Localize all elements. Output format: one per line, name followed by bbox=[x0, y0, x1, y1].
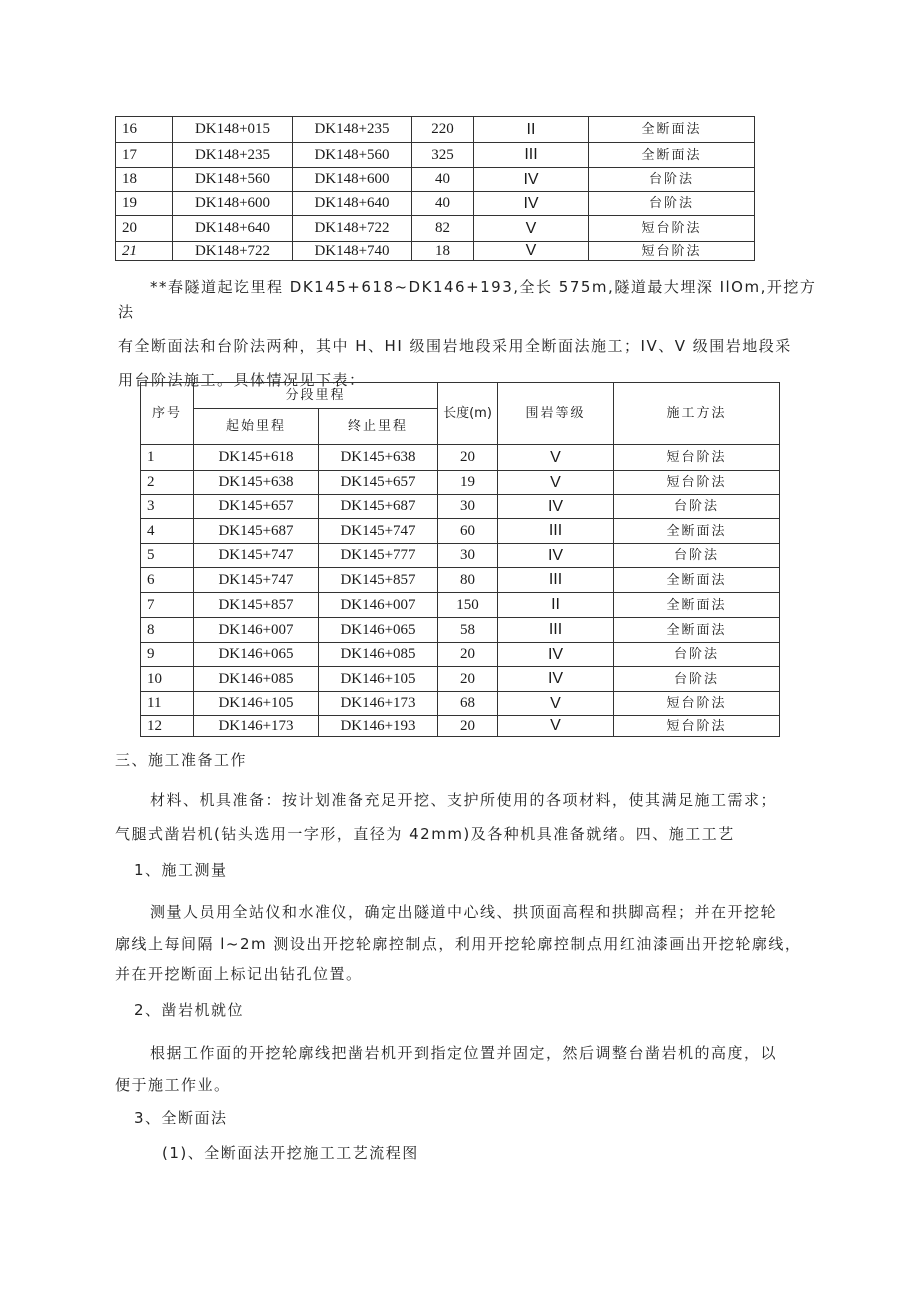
cell-no: 11 bbox=[141, 692, 194, 716]
cell-start-mileage: DK148+640 bbox=[173, 216, 293, 242]
cell-no: 18 bbox=[116, 168, 173, 192]
cell-length: 20 bbox=[438, 643, 498, 667]
header-length: 长度(m) bbox=[438, 383, 498, 445]
tunnel-segment-table-continued bbox=[115, 116, 755, 261]
table-row bbox=[116, 143, 755, 168]
cell-length: 20 bbox=[438, 445, 498, 471]
cell-end-mileage: DK145+747 bbox=[319, 519, 438, 544]
table-row bbox=[141, 643, 780, 667]
cell-rock-grade: III bbox=[498, 568, 614, 593]
tunnel-segment-table bbox=[140, 382, 780, 737]
cell-start-mileage: DK148+560 bbox=[173, 168, 293, 192]
section-4-2-body-1: 根据工作面的开挖轮廓线把凿岩机开到指定位置并固定，然后调整台凿岩机的高度，以 bbox=[150, 1044, 778, 1062]
section-3-body-2: 气腿式凿岩机(钻头选用一字形，直径为 42mm)及各种机具准备就绪。四、施工工艺 bbox=[115, 825, 735, 843]
cell-length: 68 bbox=[438, 692, 498, 716]
cell-no: 1 bbox=[141, 445, 194, 471]
cell-method: 全断面法 bbox=[614, 519, 780, 544]
section-4-3-subheading: (1)、全断面法开挖施工工艺流程图 bbox=[162, 1144, 419, 1162]
cell-length: 40 bbox=[412, 192, 474, 216]
cell-end-mileage: DK146+065 bbox=[319, 618, 438, 643]
header-grade: 围岩等级 bbox=[498, 383, 614, 445]
cell-method: 台阶法 bbox=[589, 168, 755, 192]
cell-method: 短台阶法 bbox=[614, 471, 780, 495]
cell-method: 全断面法 bbox=[589, 117, 755, 143]
cell-method: 台阶法 bbox=[614, 667, 780, 692]
cell-start-mileage: DK145+747 bbox=[194, 544, 319, 568]
cell-rock-grade: V bbox=[498, 692, 614, 716]
cell-length: 150 bbox=[438, 593, 498, 618]
cell-rock-grade: V bbox=[498, 471, 614, 495]
cell-method: 短台阶法 bbox=[589, 216, 755, 242]
header-method: 施工方法 bbox=[614, 383, 780, 445]
cell-start-mileage: DK146+085 bbox=[194, 667, 319, 692]
cell-end-mileage: DK146+007 bbox=[319, 593, 438, 618]
cell-method: 台阶法 bbox=[614, 495, 780, 519]
cell-length: 20 bbox=[438, 716, 498, 737]
cell-length: 80 bbox=[438, 568, 498, 593]
table-row bbox=[141, 593, 780, 618]
cell-start-mileage: DK146+173 bbox=[194, 716, 319, 737]
cell-end-mileage: DK148+560 bbox=[293, 143, 412, 168]
table-row bbox=[141, 667, 780, 692]
cell-start-mileage: DK146+065 bbox=[194, 643, 319, 667]
cell-no: 19 bbox=[116, 192, 173, 216]
cell-end-mileage: DK145+657 bbox=[319, 471, 438, 495]
cell-start-mileage: DK145+747 bbox=[194, 568, 319, 593]
section-4-1-body-2: 廓线上每间隔 l~2m 测设出开挖轮廓控制点，利用开挖轮廓控制点用红油漆画出开挖轮廓线， bbox=[115, 935, 802, 953]
section-4-3-heading: 3、全断面法 bbox=[134, 1109, 228, 1127]
cell-end-mileage: DK146+173 bbox=[319, 692, 438, 716]
cell-start-mileage: DK145+638 bbox=[194, 471, 319, 495]
table-row bbox=[141, 716, 780, 737]
cell-no: 17 bbox=[116, 143, 173, 168]
cell-end-mileage: DK148+640 bbox=[293, 192, 412, 216]
cell-start-mileage: DK145+618 bbox=[194, 445, 319, 471]
cell-length: 18 bbox=[412, 242, 474, 261]
cell-rock-grade: IV bbox=[498, 643, 614, 667]
table-row bbox=[116, 242, 755, 261]
cell-start-mileage: DK148+722 bbox=[173, 242, 293, 261]
cell-no: 4 bbox=[141, 519, 194, 544]
cell-start-mileage: DK145+657 bbox=[194, 495, 319, 519]
cell-end-mileage: DK145+777 bbox=[319, 544, 438, 568]
table-row bbox=[141, 471, 780, 495]
header-start: 起始里程 bbox=[194, 409, 319, 445]
table-row bbox=[141, 544, 780, 568]
table-row bbox=[116, 168, 755, 192]
table-row bbox=[141, 495, 780, 519]
intro-line-2: 有全断面法和台阶法两种，其中 H、HI 级围岩地段采用全断面法施工；IV、V 级围岩地段采 bbox=[118, 337, 792, 355]
cell-end-mileage: DK146+193 bbox=[319, 716, 438, 737]
cell-start-mileage: DK148+015 bbox=[173, 117, 293, 143]
cell-end-mileage: DK145+857 bbox=[319, 568, 438, 593]
cell-rock-grade: III bbox=[498, 519, 614, 544]
intro-paragraph bbox=[118, 275, 818, 393]
cell-method: 台阶法 bbox=[589, 192, 755, 216]
cell-rock-grade: IV bbox=[498, 544, 614, 568]
cell-start-mileage: DK148+600 bbox=[173, 192, 293, 216]
cell-rock-grade: III bbox=[498, 618, 614, 643]
table-row bbox=[116, 117, 755, 143]
cell-rock-grade: IV bbox=[498, 495, 614, 519]
cell-length: 40 bbox=[412, 168, 474, 192]
intro-line-1: **春隧道起讫里程 DK145+618~DK146+193,全长 575m,隧道最大埋深 IlOm,开挖方法 bbox=[118, 278, 817, 321]
cell-rock-grade: V bbox=[474, 242, 589, 261]
cell-method: 全断面法 bbox=[614, 593, 780, 618]
cell-end-mileage: DK146+085 bbox=[319, 643, 438, 667]
cell-method: 短台阶法 bbox=[614, 445, 780, 471]
section-3-heading: 三、施工准备工作 bbox=[115, 751, 248, 769]
table-row bbox=[141, 568, 780, 593]
cell-no: 5 bbox=[141, 544, 194, 568]
section-4-2-heading: 2、凿岩机就位 bbox=[134, 1001, 245, 1019]
cell-start-mileage: DK148+235 bbox=[173, 143, 293, 168]
cell-length: 19 bbox=[438, 471, 498, 495]
cell-end-mileage: DK148+600 bbox=[293, 168, 412, 192]
cell-length: 30 bbox=[438, 544, 498, 568]
cell-no: 7 bbox=[141, 593, 194, 618]
cell-no: 20 bbox=[116, 216, 173, 242]
cell-length: 325 bbox=[412, 143, 474, 168]
cell-method: 全断面法 bbox=[614, 618, 780, 643]
cell-rock-grade: V bbox=[498, 716, 614, 737]
cell-length: 220 bbox=[412, 117, 474, 143]
cell-rock-grade: IV bbox=[474, 168, 589, 192]
cell-length: 60 bbox=[438, 519, 498, 544]
section-4-1-body-3: 并在开挖断面上标记出钻孔位置。 bbox=[115, 965, 363, 983]
cell-method: 短台阶法 bbox=[589, 242, 755, 261]
cell-length: 82 bbox=[412, 216, 474, 242]
intro-line-3: 用台阶法施工。具体情况见下表： bbox=[118, 371, 366, 389]
cell-rock-grade: IV bbox=[498, 667, 614, 692]
cell-length: 58 bbox=[438, 618, 498, 643]
header-no: 序号 bbox=[141, 383, 194, 445]
cell-start-mileage: DK145+687 bbox=[194, 519, 319, 544]
header-segment: 分段里程 bbox=[194, 383, 438, 409]
cell-no: 16 bbox=[116, 117, 173, 143]
table-row bbox=[116, 216, 755, 242]
table-row bbox=[141, 692, 780, 716]
table-row bbox=[141, 519, 780, 544]
cell-no: 8 bbox=[141, 618, 194, 643]
cell-end-mileage: DK146+105 bbox=[319, 667, 438, 692]
cell-rock-grade: II bbox=[498, 593, 614, 618]
header-end: 终止里程 bbox=[319, 409, 438, 445]
table-row bbox=[141, 445, 780, 471]
cell-end-mileage: DK145+638 bbox=[319, 445, 438, 471]
section-4-1-body-1: 测量人员用全站仪和水准仪，确定出隧道中心线、拱顶面高程和拱脚高程；并在开挖轮 bbox=[150, 903, 778, 921]
cell-no: 12 bbox=[141, 716, 194, 737]
cell-method: 台阶法 bbox=[614, 544, 780, 568]
cell-rock-grade: III bbox=[474, 143, 589, 168]
cell-method: 短台阶法 bbox=[614, 716, 780, 737]
cell-no: 10 bbox=[141, 667, 194, 692]
cell-end-mileage: DK148+235 bbox=[293, 117, 412, 143]
cell-method: 短台阶法 bbox=[614, 692, 780, 716]
cell-rock-grade: II bbox=[474, 117, 589, 143]
table-row bbox=[116, 192, 755, 216]
table-row bbox=[141, 618, 780, 643]
cell-no: 21 bbox=[116, 242, 173, 261]
cell-length: 30 bbox=[438, 495, 498, 519]
cell-rock-grade: IV bbox=[474, 192, 589, 216]
cell-method: 全断面法 bbox=[614, 568, 780, 593]
section-4-2-body-2: 便于施工作业。 bbox=[115, 1076, 231, 1094]
cell-no: 2 bbox=[141, 471, 194, 495]
cell-rock-grade: V bbox=[474, 216, 589, 242]
cell-rock-grade: V bbox=[498, 445, 614, 471]
cell-length: 20 bbox=[438, 667, 498, 692]
cell-no: 9 bbox=[141, 643, 194, 667]
cell-end-mileage: DK148+740 bbox=[293, 242, 412, 261]
cell-end-mileage: DK148+722 bbox=[293, 216, 412, 242]
cell-start-mileage: DK145+857 bbox=[194, 593, 319, 618]
cell-method: 台阶法 bbox=[614, 643, 780, 667]
cell-start-mileage: DK146+007 bbox=[194, 618, 319, 643]
cell-method: 全断面法 bbox=[589, 143, 755, 168]
cell-no: 6 bbox=[141, 568, 194, 593]
cell-start-mileage: DK146+105 bbox=[194, 692, 319, 716]
cell-end-mileage: DK145+687 bbox=[319, 495, 438, 519]
section-3-body-1: 材料、机具准备：按计划准备充足开挖、支护所使用的各项材料，使其满足施工需求； bbox=[150, 791, 778, 809]
section-4-1-heading: 1、施工测量 bbox=[134, 861, 228, 879]
cell-no: 3 bbox=[141, 495, 194, 519]
